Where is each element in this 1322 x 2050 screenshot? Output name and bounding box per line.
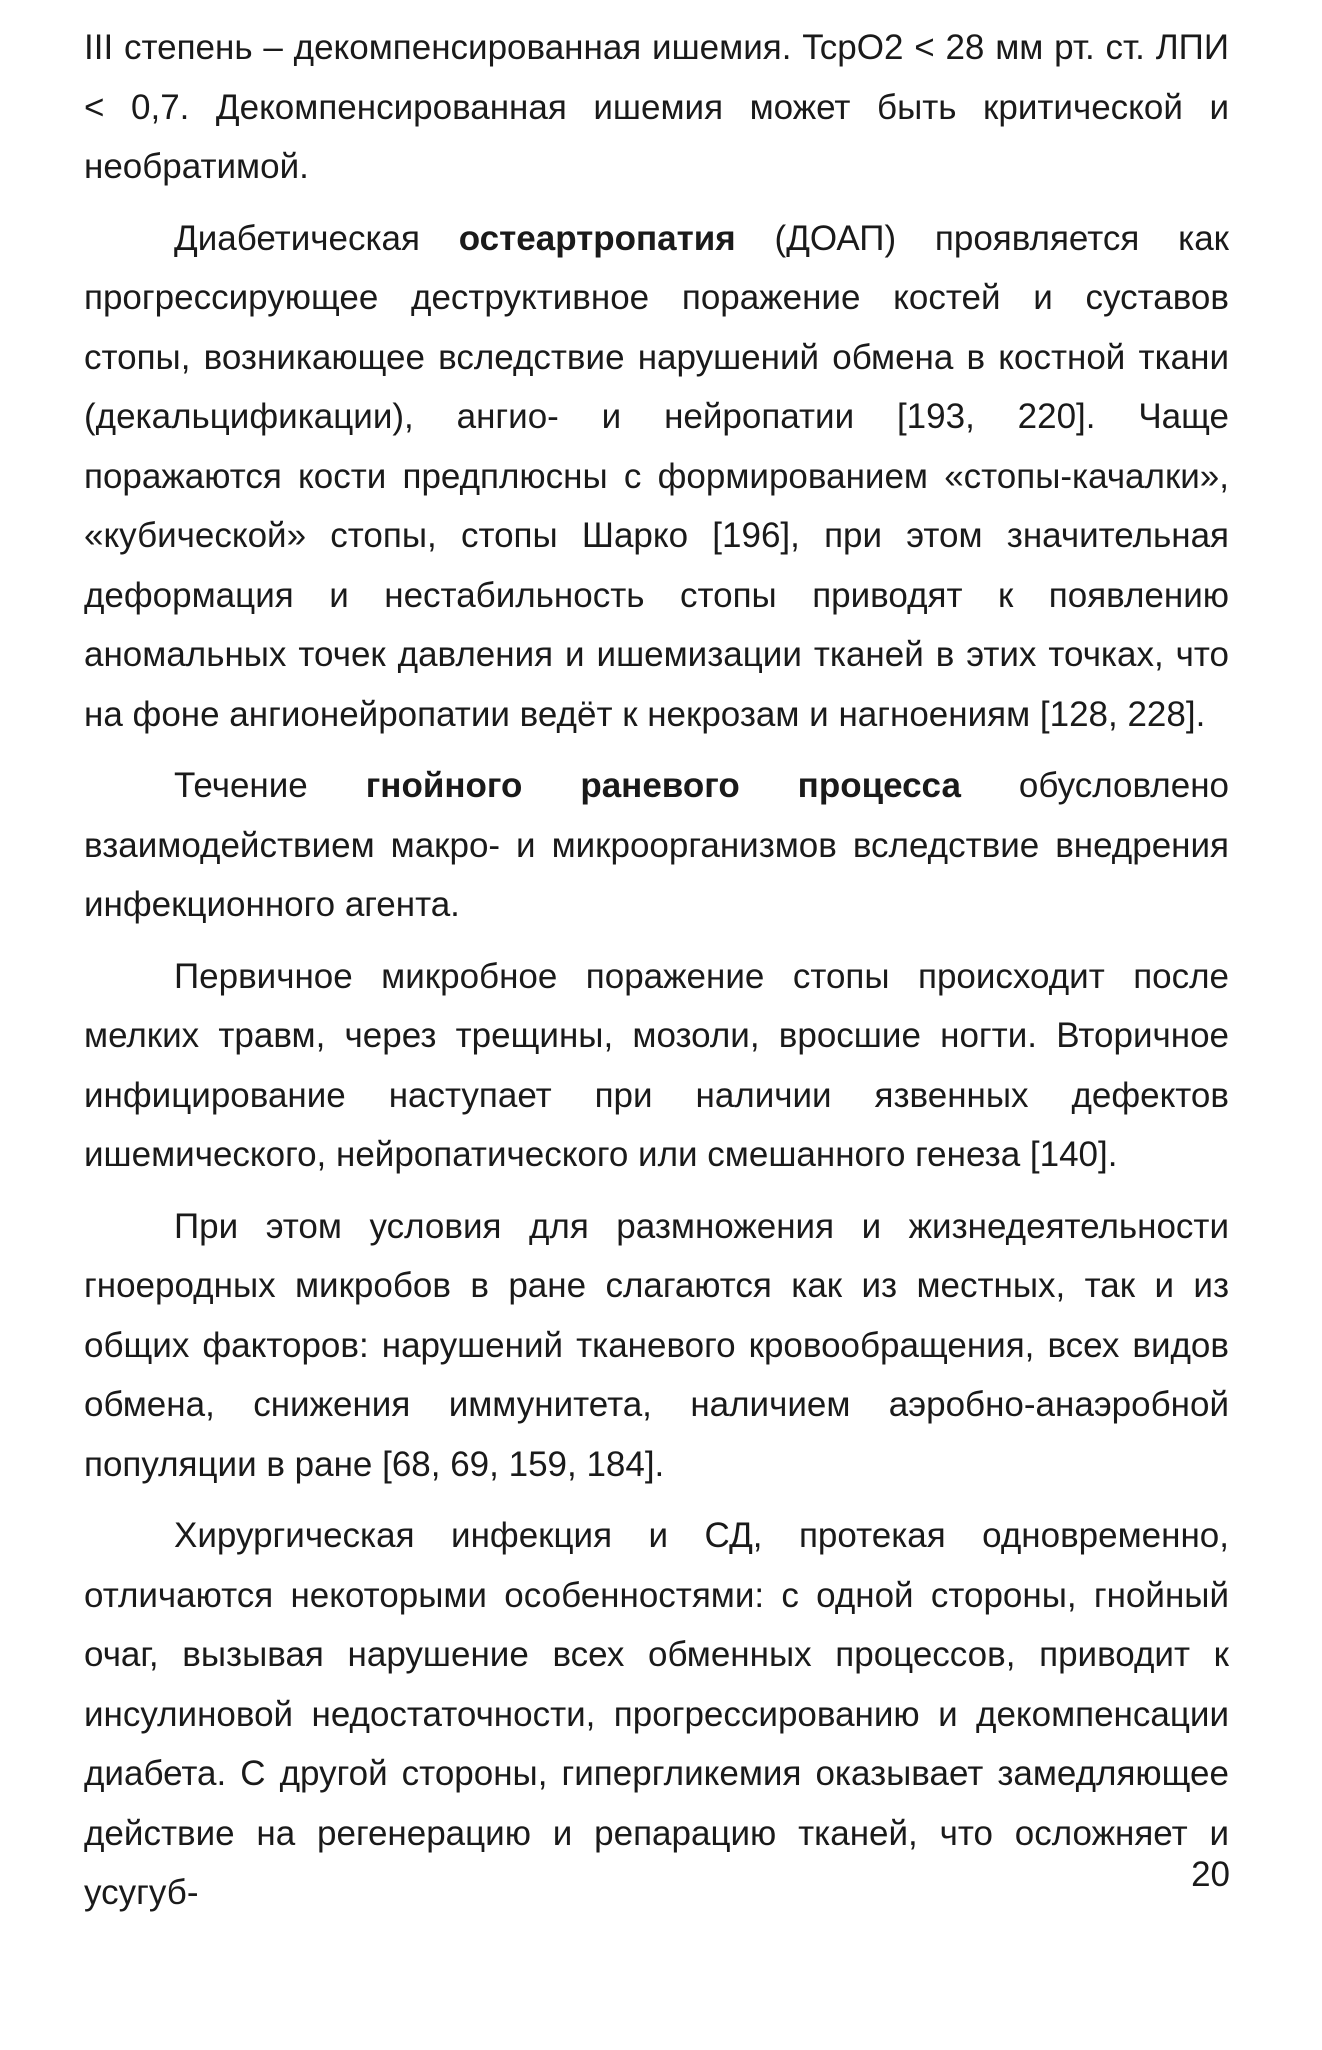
- paragraph-text: обусловлено взаимодействием макро- и микроорганизмов вследствие внедрения инфекционного агента.: [84, 766, 1229, 924]
- paragraph-text: III степень – декомпенсированная ишемия. TcpO2 < 28 мм рт. ст. ЛПИ < 0,7. Декомпенсированная ишемия может быть критической и необратимой.: [84, 28, 1229, 186]
- paragraph-surgical-infection: [84, 1506, 1229, 1923]
- paragraph-osteoarthropathy: [84, 209, 1229, 745]
- paragraph-wound-process: [84, 756, 1229, 935]
- paragraph-text: Диабетическая: [174, 218, 459, 258]
- term-osteoarthropathy: остеартропатия: [458, 218, 736, 258]
- paragraph-text: (ДОАП) проявляется как прогрессирующее деструктивное поражение костей и суставов стопы, возникающее вследствие нарушений обмена в костной ткани (декальцификации), ангио- и нейропатии [193, 220]. Чаще поражаются кости предплюсны с формированием «стопы-качалки», «кубической» стопы, стопы Шарко [196], при этом значительная деформация и нестабильность стопы приводят к появлению аномальных точек давления и ишемизации тканей в этих точках, что на фоне ангионейропатии ведёт к некрозам и нагноениям [128, 228].: [84, 218, 1229, 734]
- term-wound-process: гнойного раневого процесса: [365, 766, 961, 805]
- paragraph-text: Хирургическая инфекция и СД, протекая одновременно, отличаются некоторыми особенностями: с одной стороны, гнойный очаг, вызывая нарушение всех обменных процессов, приводит к инсулиновой недостаточности, прогрессированию и декомпенсации диабета. С другой стороны, гипергликемия оказывает замедляющее действие на регенерацию и репарацию тканей, что осложняет и усугуб-: [84, 1516, 1229, 1912]
- paragraph-ischemia-grade: [84, 18, 1229, 197]
- paragraph-text: Первичное микробное поражение стопы происходит после мелких травм, через трещины, мозоли, вросшие ногти. Вторичное инфицирование наступает при наличии язвенных дефектов ишемического, нейропатического или смешанного генеза [140].: [84, 956, 1229, 1174]
- document-page: [84, 18, 1229, 1935]
- paragraph-primary-infection: [84, 947, 1229, 1185]
- paragraph-microbe-conditions: [84, 1197, 1229, 1495]
- paragraph-text: При этом условия для размножения и жизнедеятельности гноеродных микробов в ране слагаются как из местных, так и из общих факторов: нарушений тканевого кровообращения, всех видов обмена, снижения иммунитета, наличием аэробно-анаэробной популяции в ране [68, 69, 159, 184].: [84, 1206, 1229, 1484]
- paragraph-text: Течение: [174, 766, 366, 805]
- page-number: 20: [1191, 1855, 1230, 1894]
